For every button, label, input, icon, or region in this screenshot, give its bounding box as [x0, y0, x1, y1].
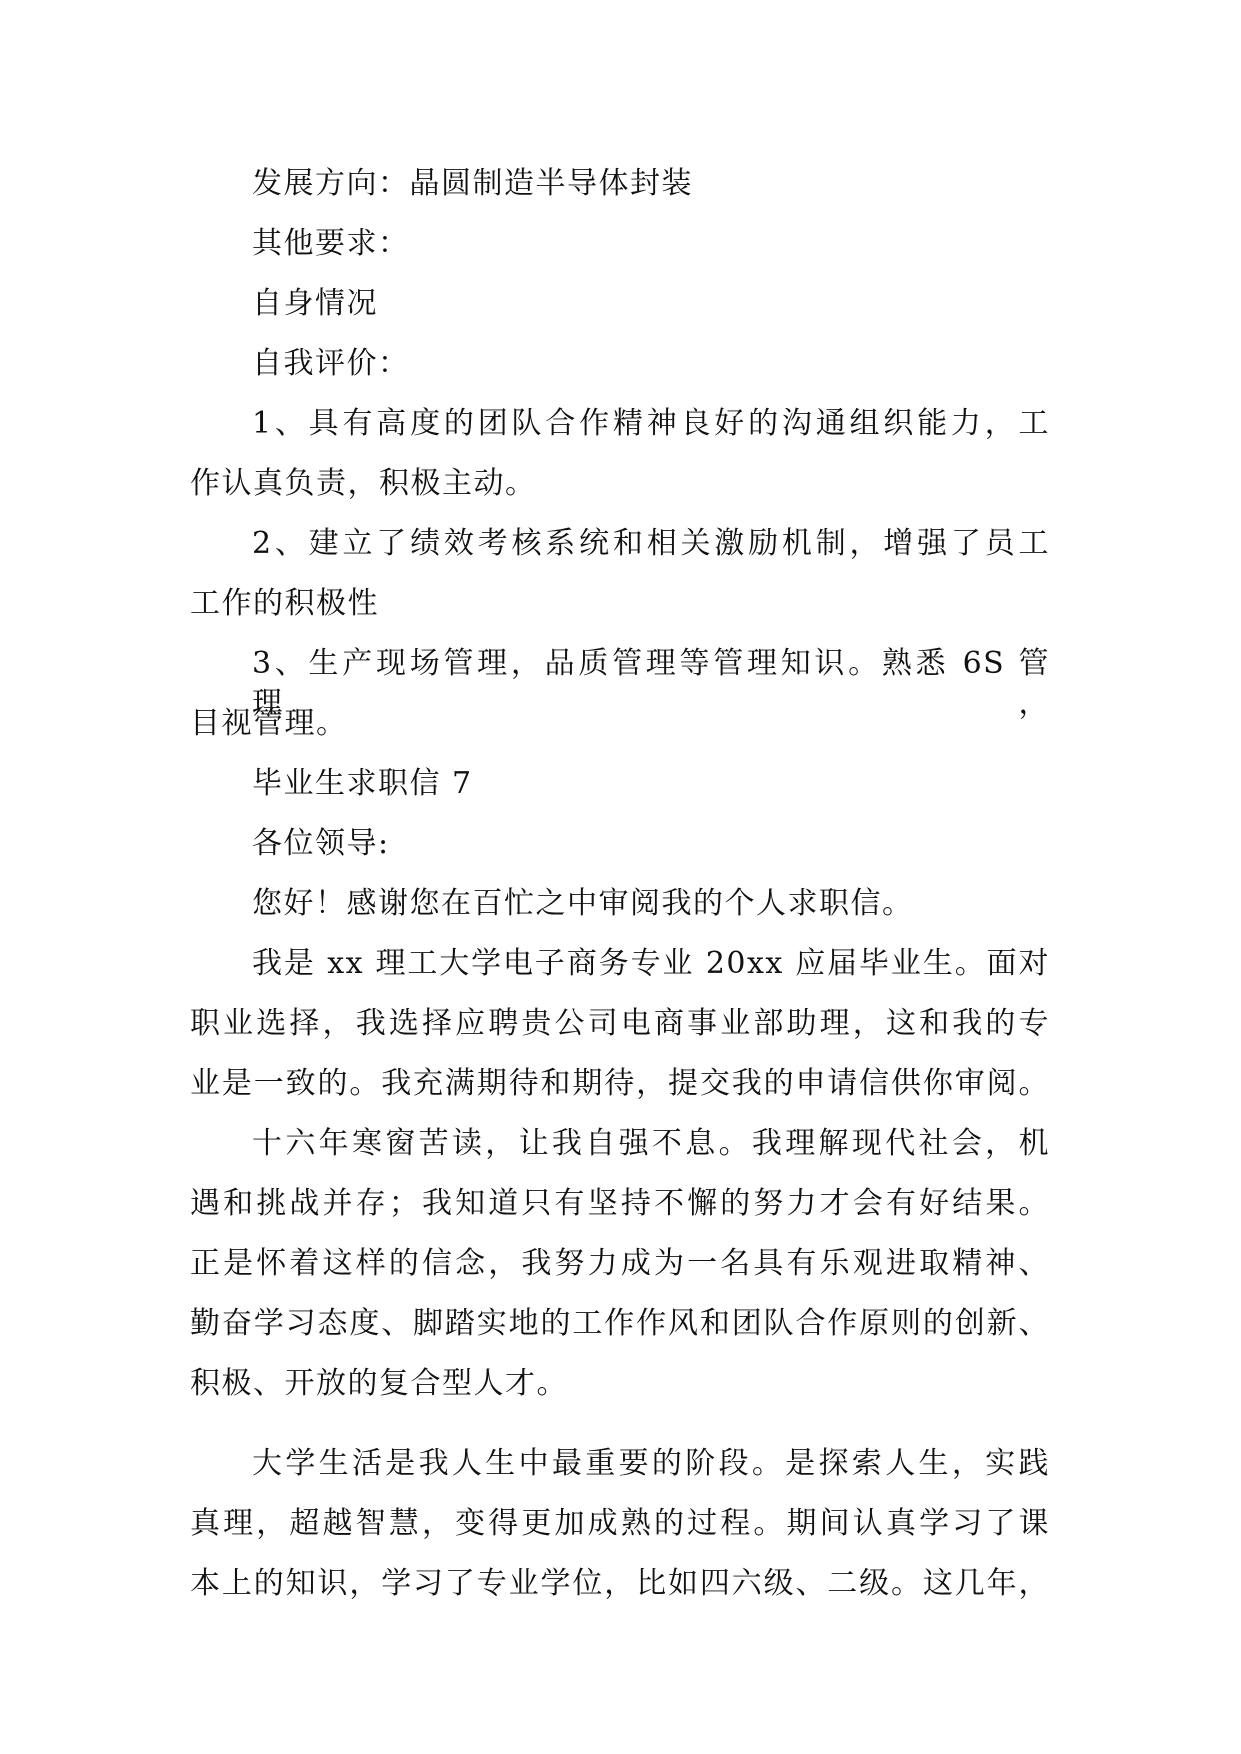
greeting-line: 您好！感谢您在百忙之中审阅我的个人求职信。 [252, 886, 914, 921]
text-line-item-2a: 2、建立了绩效考核系统和相关激励机制，增强了员工 [252, 526, 1050, 561]
paragraph-intro-line-2: 职业选择，我选择应聘贵公司电商事业部助理，这和我的专 [190, 1006, 1050, 1041]
paragraph-study-line-4: 勤奋学习态度、脚踏实地的工作作风和团队合作原则的创新、 [190, 1306, 1050, 1341]
paragraph-study-line-2: 遇和挑战并存；我知道只有坚持不懈的努力才会有好结果。 [190, 1186, 1050, 1221]
text-line-other-requirements: 其他要求： [252, 226, 410, 261]
text-line-self-situation: 自身情况 [252, 286, 378, 321]
text-line-development-direction: 发展方向：晶圆制造半导体封装 [252, 166, 693, 201]
text-line-item-1a: 1、具有高度的团队合作精神良好的沟通组织能力，工 [252, 406, 1050, 441]
paragraph-study-line-3: 正是怀着这样的信念，我努力成为一名具有乐观进取精神、 [190, 1246, 1050, 1281]
paragraph-college-line-2: 真理，超越智慧，变得更加成熟的过程。期间认真学习了课 [190, 1506, 1050, 1541]
salutation: 各位领导: [252, 826, 390, 861]
paragraph-intro-line-3: 业是一致的。我充满期待和期待，提交我的申请信供你审阅。 [190, 1066, 1050, 1101]
text-line-item-2b: 工作的积极性 [190, 586, 379, 621]
text-line-item-3a: 3、生产现场管理，品质管理等管理知识。熟悉 6S 管理， [252, 646, 1050, 721]
paragraph-study-line-1: 十六年寒窗苦读，让我自强不息。我理解现代社会，机 [252, 1126, 1050, 1161]
paragraph-study-line-5: 积极、开放的复合型人才。 [190, 1366, 568, 1401]
text-line-item-1b: 作认真负责，积极主动。 [190, 466, 537, 501]
section-heading: 毕业生求职信 7 [252, 766, 473, 801]
paragraph-college-line-3: 本上的知识，学习了专业学位，比如四六级、二级。这几年， [190, 1566, 1050, 1601]
paragraph-intro-line-1: 我是 xx 理工大学电子商务专业 20xx 应届毕业生。面对 [252, 946, 1050, 981]
text-line-self-evaluation: 自我评价： [252, 346, 410, 381]
text-line-item-3b: 目视管理。 [190, 706, 348, 741]
paragraph-college-line-1: 大学生活是我人生中最重要的阶段。是探索人生，实践 [252, 1446, 1050, 1481]
